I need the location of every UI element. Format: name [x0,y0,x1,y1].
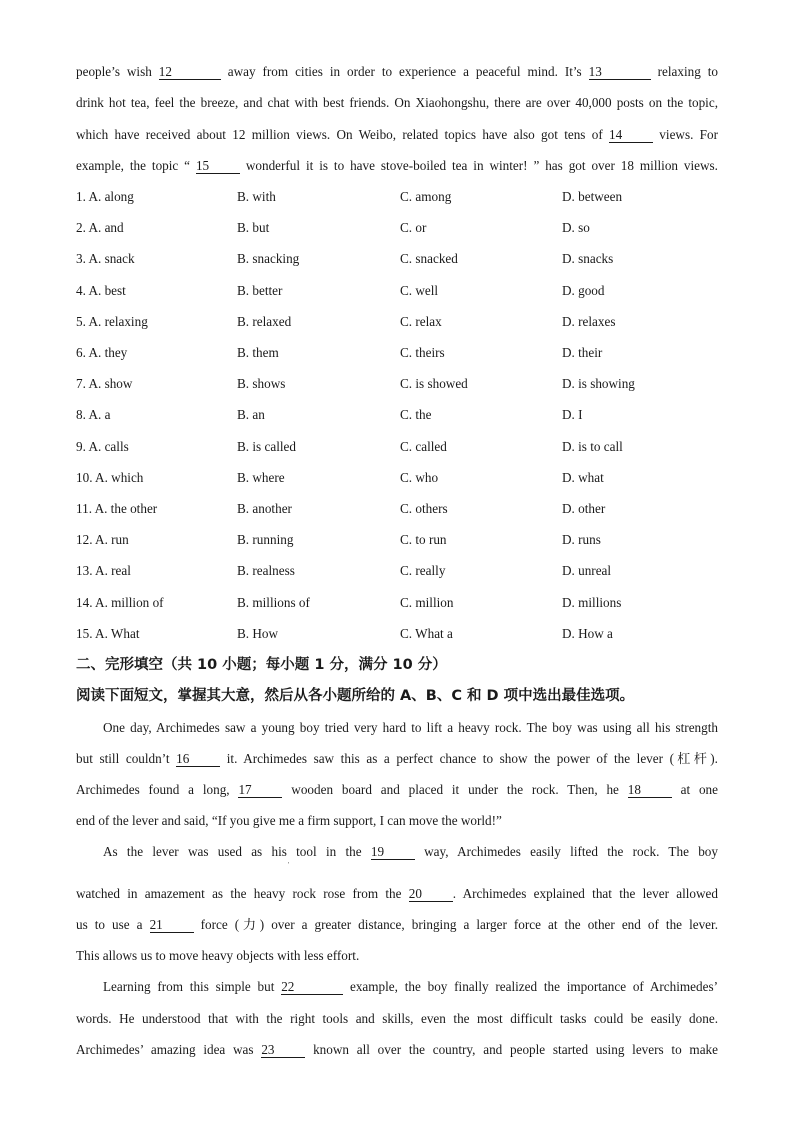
text-segment: us to use a [76,917,150,932]
option-9-a[interactable]: 9. A. calls [76,439,129,454]
option-7-a[interactable]: 7. A. show [76,376,133,391]
passage2-p2-line-3 [76,916,718,934]
option-14-d[interactable]: D. millions [562,595,622,610]
option-1-a[interactable]: 1. A. along [76,189,134,204]
text-segment: As the lever was used as his tool [103,844,326,859]
blank-12[interactable]: 12 [159,64,221,80]
blank-13[interactable]: 13 [589,64,651,80]
option-row-2 [0,219,794,237]
text-segment: people’s wish [76,64,159,79]
passage1-line-4 [76,157,718,175]
option-6-b[interactable]: B. them [237,345,279,360]
option-row-15 [0,625,794,643]
option-8-d[interactable]: D. I [562,407,583,422]
blank-20[interactable]: 20 [409,886,453,902]
text-segment: wooden board and placed it under the rock. Then, he [282,782,628,797]
option-4-d[interactable]: D. good [562,283,605,298]
option-3-a[interactable]: 3. A. snack [76,251,135,266]
text-segment: . Archimedes explained that the lever allowed [452,886,718,901]
option-row-12 [0,531,794,549]
option-2-a[interactable]: 2. A. and [76,220,124,235]
passage2-p1-line-2 [76,750,718,768]
text-segment: known all over the country, and people started using levers to make [305,1042,718,1057]
option-10-a[interactable]: 10. A. which [76,470,144,485]
option-row-10 [0,469,794,487]
stray-mark: ' [288,861,290,869]
option-13-d[interactable]: D. unreal [562,563,612,578]
option-11-d[interactable]: D. other [562,501,606,516]
option-row-3 [0,250,794,268]
passage1-line-1 [76,63,718,81]
option-15-d[interactable]: D. How a [562,626,613,641]
passage2-p3-line-3 [76,1041,718,1059]
section-instruction: 阅读下面短文，掌握其大意，然后从各小题所给的 A、B、C 和 D 项中选出最佳选项。 [76,688,635,704]
option-8-c[interactable]: C. the [400,407,432,422]
blank-18[interactable]: 18 [628,782,672,798]
text-segment: it. Archimedes saw this as a perfect chance to show the power of the lever (杠杆). [220,751,718,766]
blank-23[interactable]: 23 [261,1042,305,1058]
option-4-a[interactable]: 4. A. best [76,283,126,298]
passage2-p3-line-1 [103,978,718,996]
option-row-14 [0,594,794,612]
option-2-c[interactable]: C. or [400,220,427,235]
text-segment: but still couldn’t [76,751,177,766]
option-1-c[interactable]: C. among [400,189,452,204]
option-12-a[interactable]: 12. A. run [76,532,129,547]
option-5-b[interactable]: B. relaxed [237,314,292,329]
option-row-6 [0,344,794,362]
option-15-c[interactable]: C. What a [400,626,453,641]
option-14-b[interactable]: B. millions of [237,595,310,610]
text-segment: force (力) over a greater distance, bringing a larger force at the other end of the lever. [193,917,718,932]
text-segment: views. For [653,127,718,142]
option-11-b[interactable]: B. another [237,501,292,516]
section-heading: 二、完形填空（共 10 小题；每小题 1 分，满分 10 分） [76,657,447,673]
option-12-d[interactable]: D. runs [562,532,601,547]
text-segment: example, the boy finally realized the importance of Archimedes’ [343,979,718,994]
text-segment: watched in amazement as the heavy rock rose from the [76,886,409,901]
option-8-b[interactable]: B. an [237,407,265,422]
text-segment: wonderful it is to have stove-boiled tea in winter! ” has got over 18 million views. [239,158,718,173]
option-6-c[interactable]: C. theirs [400,345,445,360]
option-5-a[interactable]: 5. A. relaxing [76,314,148,329]
option-4-c[interactable]: C. well [400,283,439,298]
passage2-p2-line-4: This allows us to move heavy objects with less effort. [76,948,360,963]
option-6-a[interactable]: 6. A. they [76,345,128,360]
option-row-9 [0,438,794,456]
option-row-11 [0,500,794,518]
option-row-4 [0,282,794,300]
option-10-d[interactable]: D. what [562,470,604,485]
option-15-a[interactable]: 15. A. What [76,626,140,641]
option-9-d[interactable]: D. is to call [562,439,623,454]
option-row-8 [0,406,794,424]
blank-19[interactable]: 19 [371,844,415,860]
option-8-a[interactable]: 8. A. a [76,407,111,422]
option-1-b[interactable]: B. with [237,189,276,204]
passage2-p1-line-1: One day, Archimedes saw a young boy tried very hard to lift a heavy rock. The boy was using all his strength [103,720,718,735]
blank-21[interactable]: 21 [150,917,194,933]
blank-22[interactable]: 22 [281,979,343,995]
option-12-b[interactable]: B. running [237,532,294,547]
text-segment: Archimedes’ amazing idea was [76,1042,262,1057]
option-10-b[interactable]: B. where [237,470,285,485]
text-segment: which have received about 12 million views. On Weibo, related topics have also got tens of [76,127,610,142]
text-segment: relaxing to [650,64,718,79]
option-6-d[interactable]: D. their [562,345,603,360]
option-5-c[interactable]: C. relax [400,314,442,329]
blank-14[interactable]: 14 [609,127,653,143]
option-row-5 [0,313,794,331]
passage1-line-2: drink hot tea, feel the breeze, and chat with best friends. On Xiaohongshu, there are over 40,000 posts on the topic, [76,95,718,110]
text-segment: in the [325,844,371,859]
passage1-line-3 [76,126,718,144]
option-9-c[interactable]: C. called [400,439,447,454]
option-1-d[interactable]: D. between [562,189,623,204]
text-segment: away from cities in order to experience a peaceful mind. It’s [220,64,589,79]
option-7-c[interactable]: C. is showed [400,376,468,391]
option-row-1 [0,188,794,206]
option-13-c[interactable]: C. really [400,563,446,578]
option-13-a[interactable]: 13. A. real [76,563,131,578]
option-9-b[interactable]: B. is called [237,439,296,454]
blank-16[interactable]: 16 [176,751,220,767]
option-2-b[interactable]: B. but [237,220,270,235]
option-4-b[interactable]: B. better [237,283,283,298]
text-segment: Archimedes found a long, [76,782,239,797]
option-3-c[interactable]: C. snacked [400,251,458,266]
option-12-c[interactable]: C. to run [400,532,447,547]
option-2-d[interactable]: D. so [562,220,590,235]
text-segment: Learning from this simple but [103,979,282,994]
passage2-p1-line-4: end of the lever and said, “If you give me a firm support, I can move the world!” [76,813,502,828]
blank-17[interactable]: 17 [238,782,282,798]
option-7-b[interactable]: B. shows [237,376,286,391]
option-7-d[interactable]: D. is showing [562,376,635,391]
option-13-b[interactable]: B. realness [237,563,295,578]
text-segment: example, the topic “ [76,158,196,173]
passage2-p2-line-1 [103,843,718,861]
option-5-d[interactable]: D. relaxes [562,314,616,329]
text-segment: way, Archimedes easily lifted the rock. The boy [414,844,718,859]
option-row-13 [0,562,794,580]
option-3-d[interactable]: D. snacks [562,251,614,266]
passage2-p1-line-3 [76,781,718,799]
option-row-7 [0,375,794,393]
blank-15[interactable]: 15 [196,158,240,174]
option-14-a[interactable]: 14. A. million of [76,595,164,610]
option-3-b[interactable]: B. snacking [237,251,300,266]
option-15-b[interactable]: B. How [237,626,279,641]
option-10-c[interactable]: C. who [400,470,439,485]
passage2-p3-line-2: words. He understood that with the right tools and skills, even the most difficult tasks could be easily done. [76,1011,718,1026]
option-14-c[interactable]: C. million [400,595,454,610]
option-11-c[interactable]: C. others [400,501,448,516]
text-segment: at one [671,782,718,797]
option-11-a[interactable]: 11. A. the other [76,501,158,516]
passage2-p2-line-2 [76,885,718,903]
